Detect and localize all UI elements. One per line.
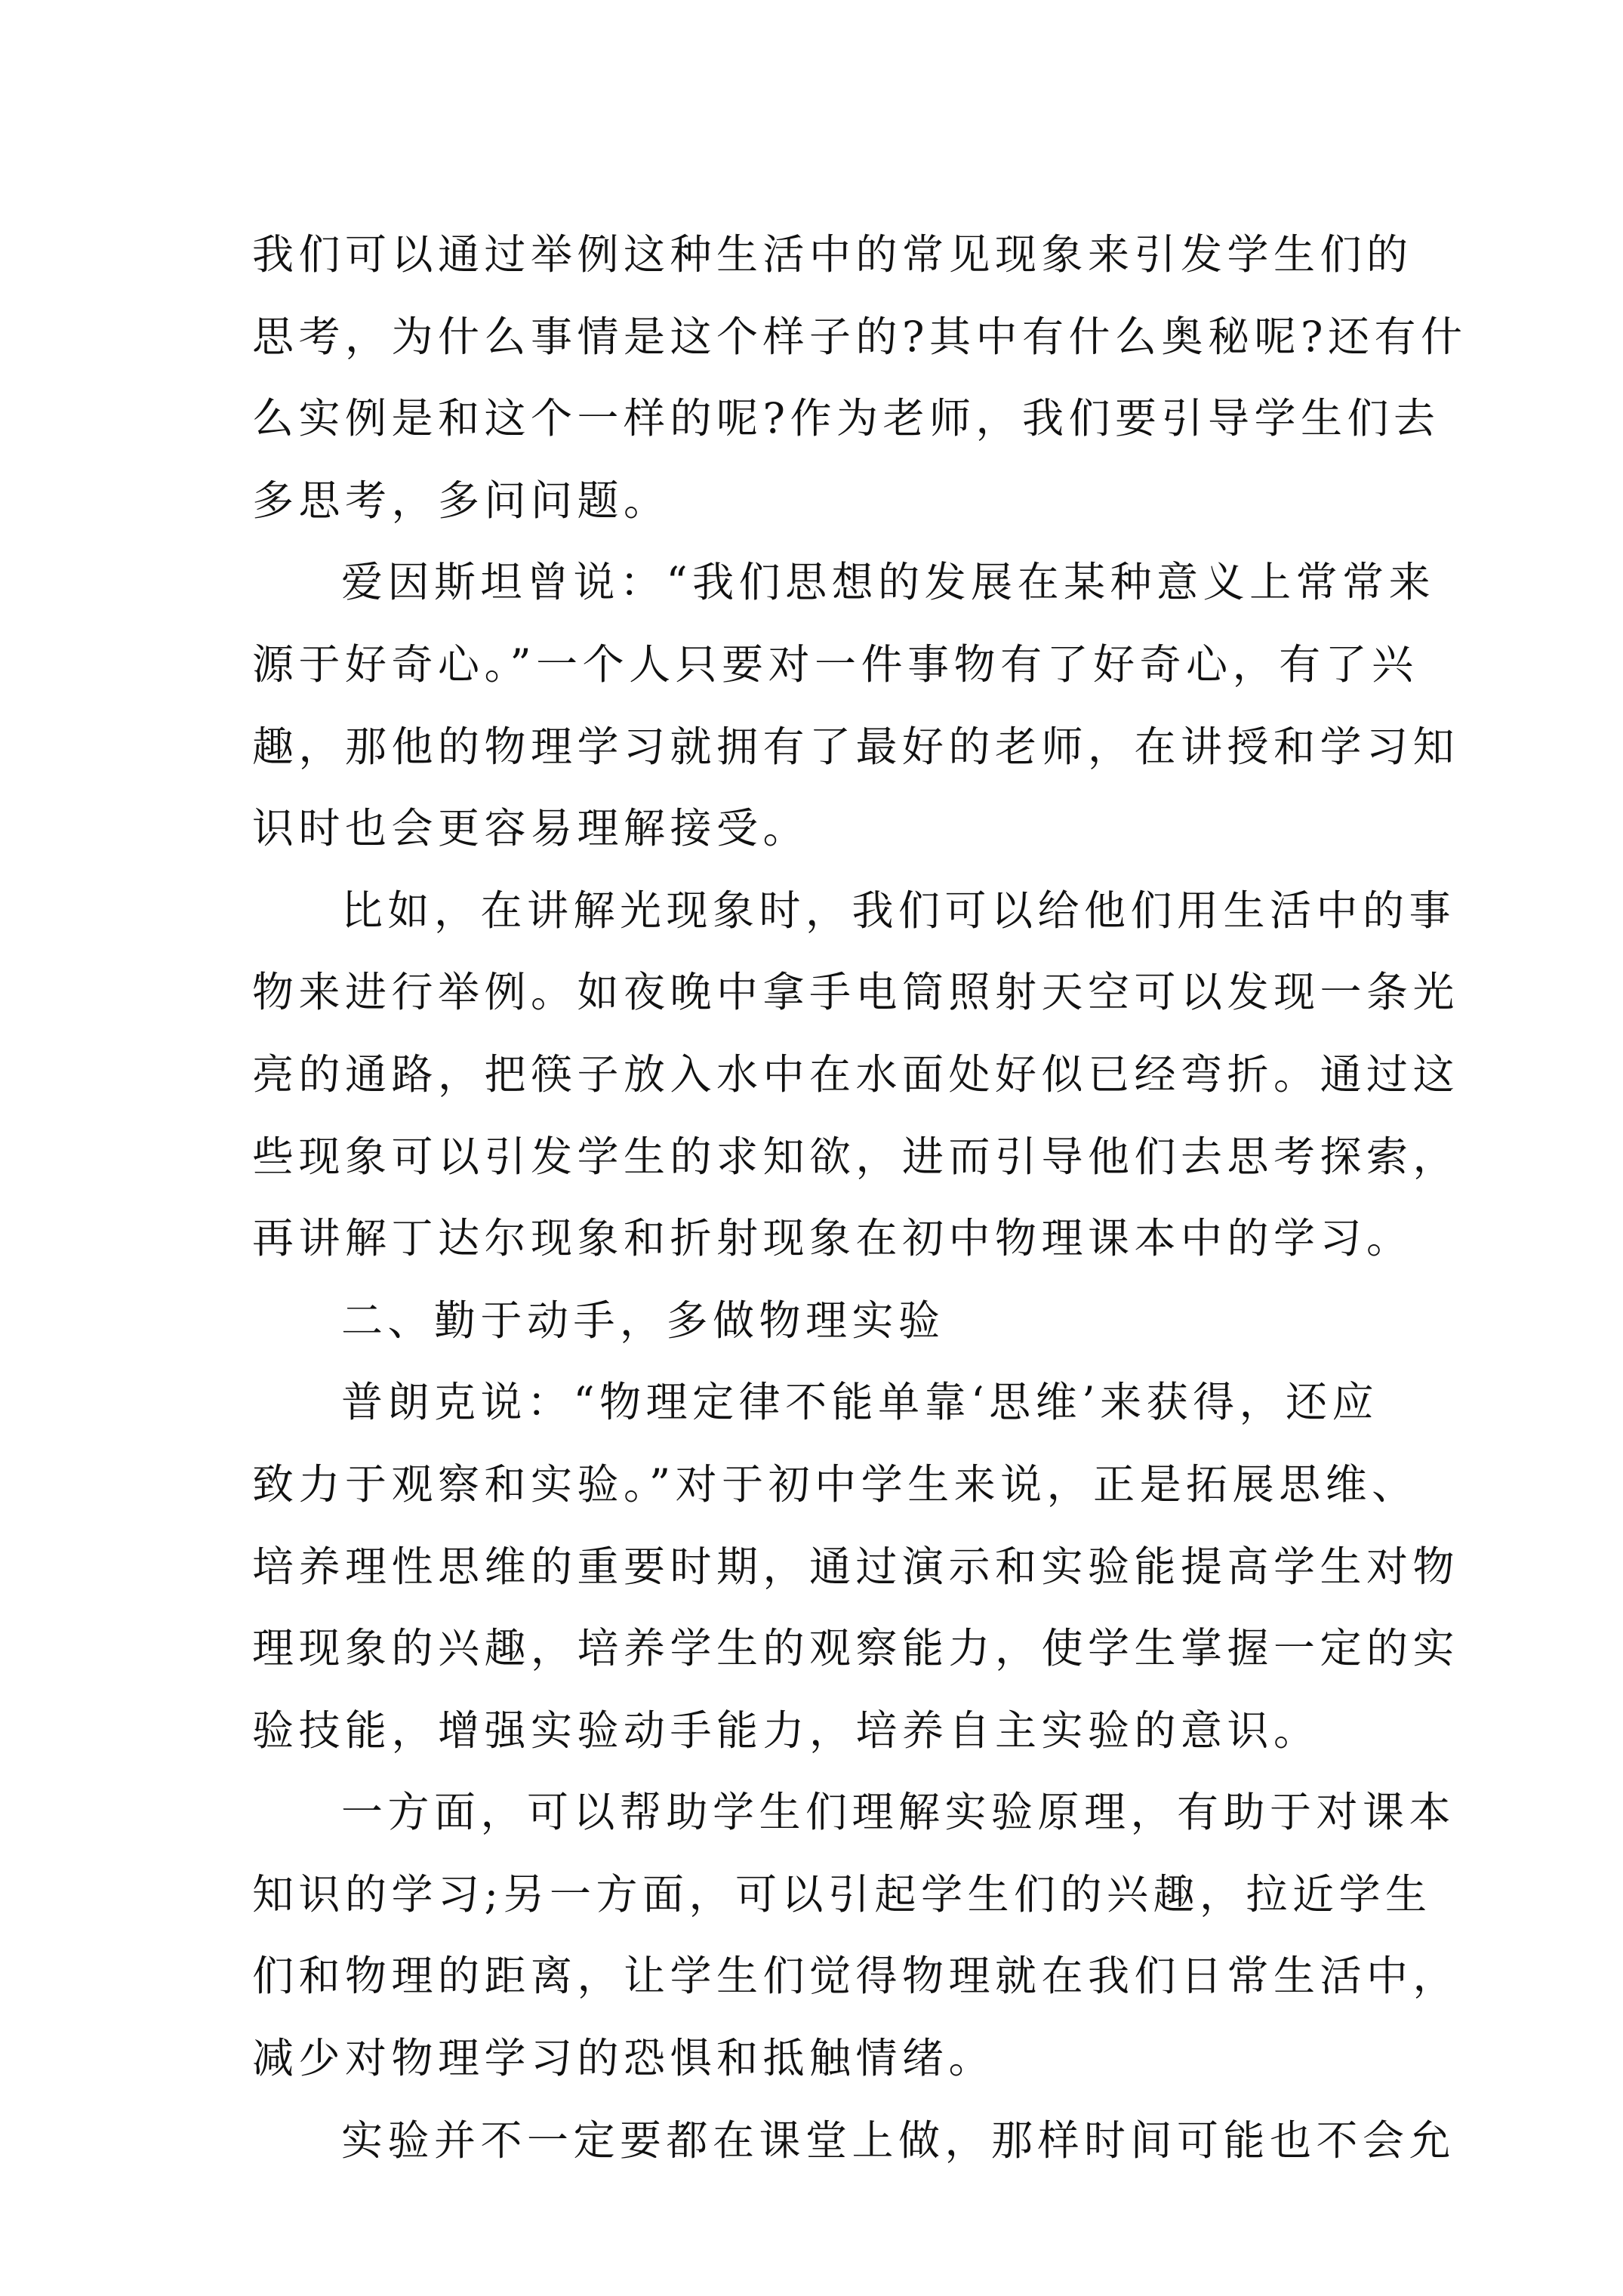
text-line: 们和物理的距离，让学生们觉得物理就在我们日常生活中， [252, 1952, 1460, 2001]
text-line: 培养理性思维的重要时期，通过演示和实验能提高学生对物 [252, 1542, 1460, 1591]
paragraph-first-line: 实验并不一定要都在课堂上做，那样时间可能也不会允 [341, 2116, 1456, 2165]
text-line: 亮的通路，把筷子放入水中在水面处好似已经弯折。通过这 [252, 1049, 1460, 1099]
text-line: 么实例是和这个一样的呢?作为老师，我们要引导学生们去 [252, 394, 1440, 443]
paragraph-first-line: 比如，在讲解光现象时，我们可以给他们用生活中的事 [341, 886, 1456, 935]
section-heading: 二、勤于动手，多做物理实验 [341, 1296, 945, 1345]
text-line: 趣，那他的物理学习就拥有了最好的老师，在讲授和学习知 [252, 722, 1460, 771]
text-line: 识时也会更容易理解接受。 [252, 804, 810, 853]
body-text [252, 214, 1467, 2181]
text-line: 理现象的兴趣，培养学生的观察能力，使学生掌握一定的实 [252, 1624, 1460, 1673]
paragraph-first-line: 普朗克说：“物理定律不能单靠‘思维’来获得，还应 [341, 1378, 1379, 1427]
text-line: 知识的学习;另一方面，可以引起学生们的兴趣，拉近学生 [252, 1869, 1432, 1918]
text-line: 减少对物理学习的恐惧和抵触情绪。 [252, 2034, 996, 2083]
text-line: 多思考，多问问题。 [252, 476, 670, 525]
text-line: 些现象可以引发学生的求知欲，进而引导他们去思考探索， [252, 1132, 1460, 1181]
text-line: 物来进行举例。如夜晚中拿手电筒照射天空可以发现一条光 [252, 968, 1460, 1017]
text-line: 致力于观察和实验。”对于初中学生来说，正是拓展思维、 [252, 1459, 1418, 1509]
paragraph-first-line: 爱因斯坦曾说：“我们思想的发展在某种意义上常常来 [341, 558, 1436, 607]
text-line: 再讲解丁达尔现象和折射现象在初中物理课本中的学习。 [252, 1214, 1413, 1263]
text-line: 源于好奇心。”一个人只要对一件事物有了好奇心，有了兴 [252, 639, 1418, 689]
paragraph-first-line: 一方面，可以帮助学生们理解实验原理，有助于对课本 [341, 1788, 1456, 1837]
text-line: 验技能，增强实验动手能力，培养自主实验的意识。 [252, 1706, 1320, 1755]
text-line: 我们可以通过举例这种生活中的常见现象来引发学生们的 [252, 230, 1413, 279]
text-line: 思考，为什么事情是这个样子的?其中有什么奥秘呢?还有什 [252, 312, 1467, 361]
